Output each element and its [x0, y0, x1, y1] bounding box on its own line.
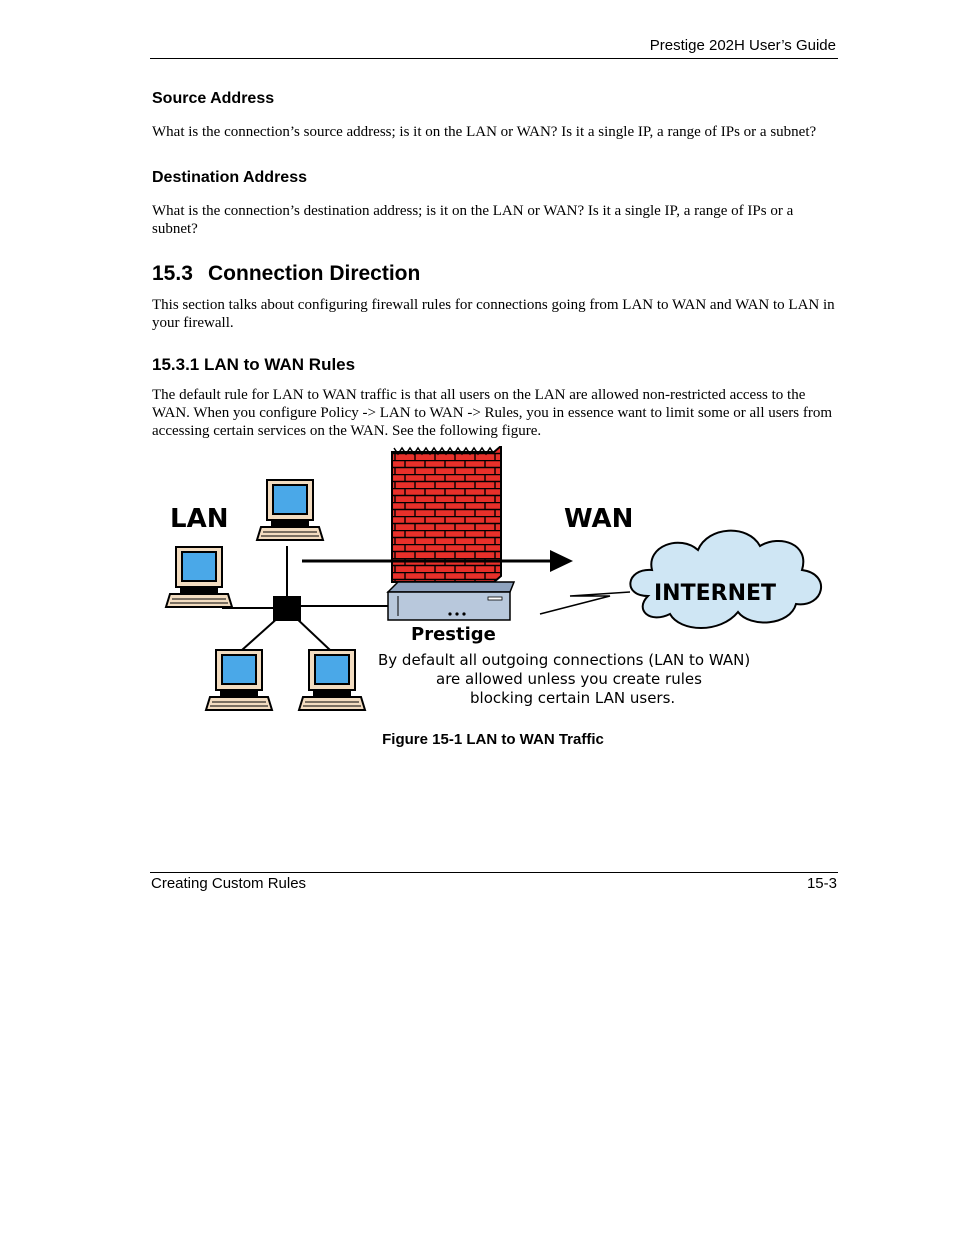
wan-link [540, 592, 630, 614]
lan-to-wan-figure [160, 446, 830, 721]
figure-caption: Figure 15-1 LAN to WAN Traffic [382, 731, 604, 748]
footer-chapter-title: Creating Custom Rules [151, 875, 307, 892]
source-address-text: What is the connection’s source address; is it on the LAN or WAN? Is it a single IP, a range of IPs or a subnet? [152, 124, 817, 140]
computer-icon [299, 650, 365, 710]
header-rule [150, 58, 838, 59]
figure-note-line: By default all outgoing connections (LAN to WAN) [378, 651, 751, 669]
hub-icon [273, 596, 301, 621]
section-number: 15.3 [152, 262, 193, 285]
internet-label: INTERNET [654, 581, 777, 606]
prestige-router-icon [388, 582, 514, 620]
computer-icon [206, 650, 272, 710]
computer-icon [166, 547, 232, 607]
footer-page-number: 15-3 [806, 875, 837, 892]
source-address-heading: Source Address [152, 90, 275, 107]
prestige-label: Prestige [411, 624, 496, 645]
running-header: Prestige 202H User’s Guide [649, 37, 836, 54]
destination-address-text: What is the connection’s destination address; is it on the LAN or WAN? Is it a single IP, a range of IPs or a subnet? [152, 203, 794, 237]
lan-to-wan-rules-text: The default rule for LAN to WAN traffic is that all users on the LAN are allowed non-restricted access to the WAN. When you configure Policy -> LAN to WAN -> Rules, you in essence want to limit some or all users from accessing certain services on the WAN. See the following figure. [152, 387, 832, 439]
destination-address-heading: Destination Address [152, 169, 307, 186]
computer-icon [257, 480, 323, 540]
figure-note-line: blocking certain LAN users. [470, 689, 676, 707]
lan-to-wan-diagram [160, 446, 830, 721]
lan-label: LAN [170, 504, 229, 534]
section-title: Connection Direction [208, 262, 421, 285]
footer-rule [150, 872, 838, 873]
figure-note-line: are allowed unless you create rules [436, 670, 702, 688]
internet-cloud-icon [630, 531, 821, 628]
section-heading-connection-direction [152, 262, 420, 286]
lan-to-wan-rules-heading: 15.3.1 LAN to WAN Rules [152, 355, 356, 374]
connection-direction-text: This section talks about configuring firewall rules for connections going from LAN to WAN and WAN to LAN in your firewall. [152, 297, 835, 331]
wan-label: WAN [564, 504, 634, 534]
